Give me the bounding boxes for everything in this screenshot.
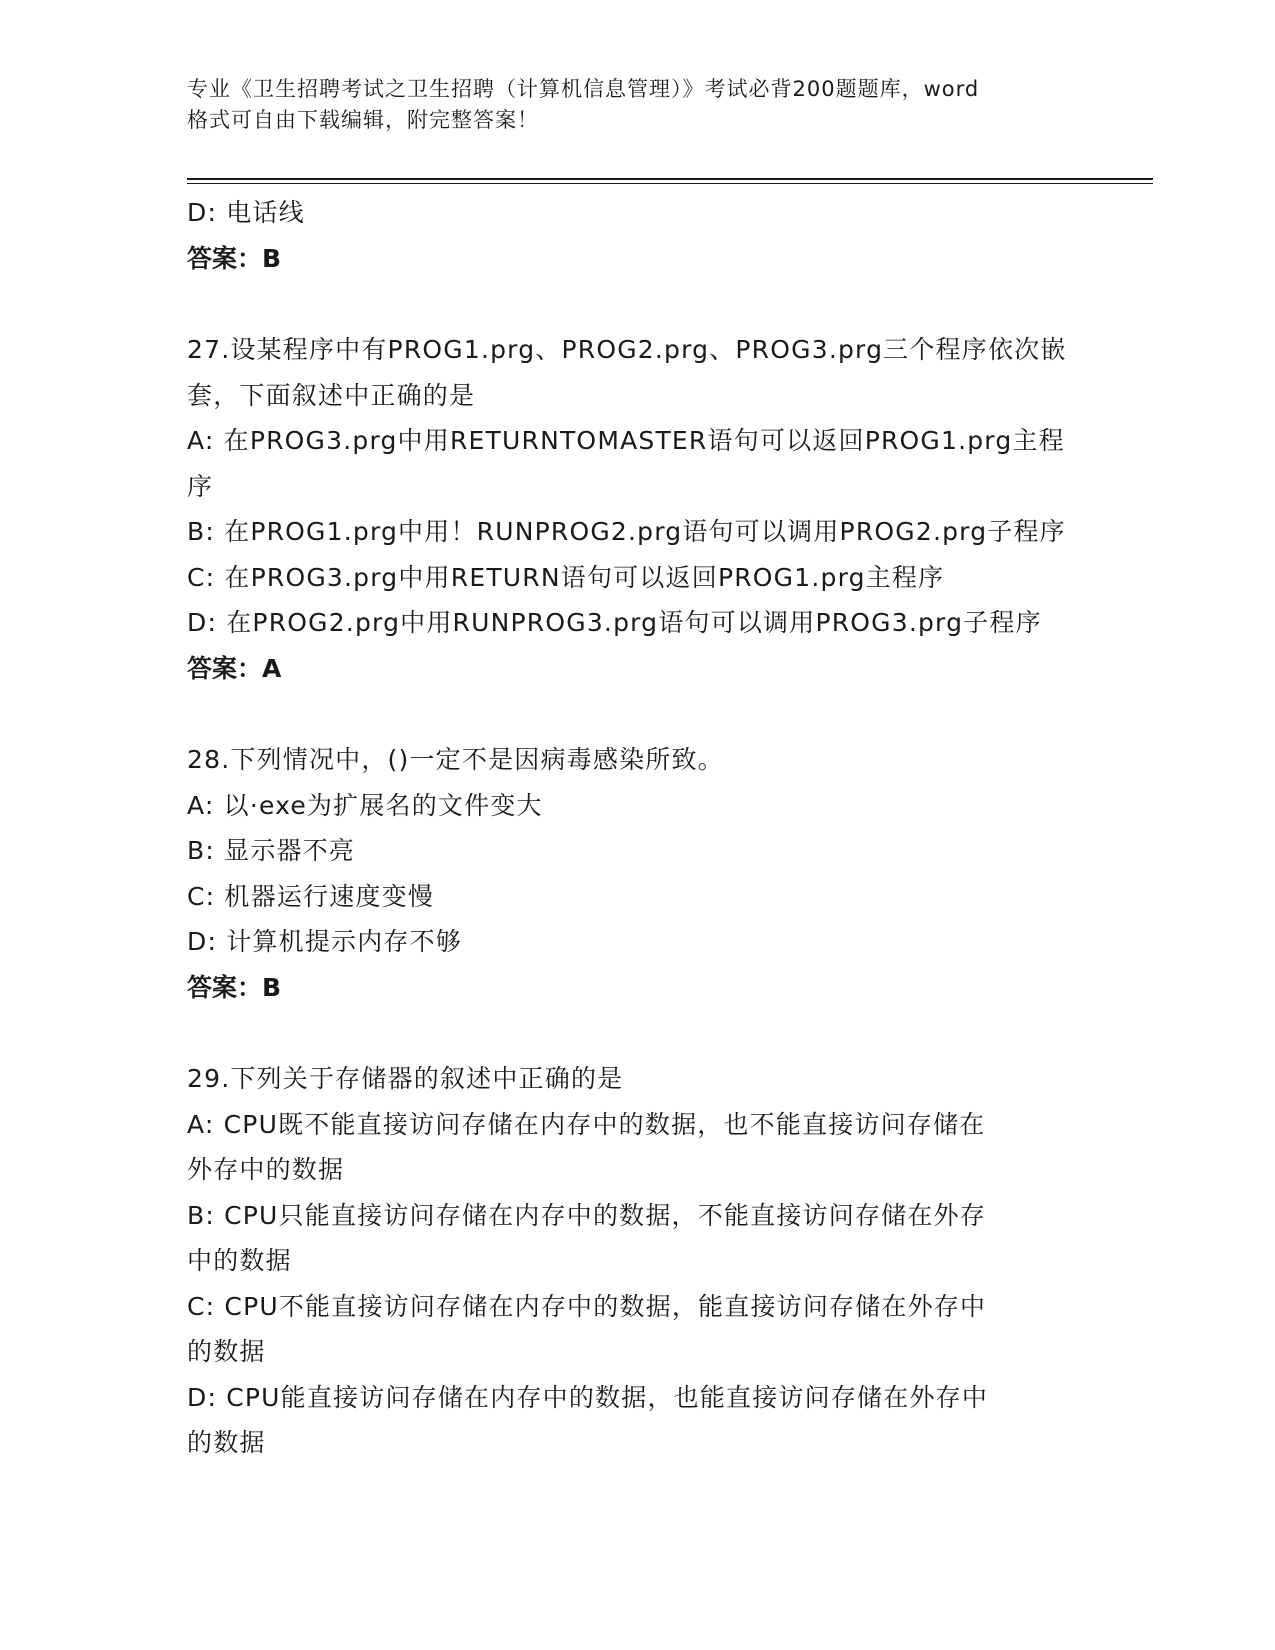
option-c: C: 在PROG3.prg中用RETURN语句可以返回PROG1.prg主程序 — [187, 562, 945, 592]
option-b: B: 在PROG1.prg中用！RUNPROG2.prg语句可以调用PROG2.prg子程序 — [187, 517, 1066, 546]
question-stem-cont: 套，下面叙述中正确的是 — [187, 380, 476, 410]
answer: 答案：B — [187, 243, 282, 273]
spacer — [187, 281, 1087, 327]
option-a: A: CPU既不能直接访问存储在内存中的数据，也不能直接访问存储在 — [187, 1109, 986, 1139]
option-b: B: 显示器不亮 — [187, 836, 356, 865]
option-a: A: 在PROG3.prg中用RETURNTOMASTER语句可以返回PROG1.prg主程 — [187, 426, 1065, 455]
option-c-cont: 的数据 — [187, 1337, 266, 1366]
answer: 答案：B — [187, 972, 282, 1002]
option-d: D: 电话线 — [187, 198, 305, 227]
option-d: D: 在PROG2.prg中用RUNPROG3.prg语句可以调用PROG3.prg子程序 — [187, 608, 1042, 637]
document-header — [187, 74, 1087, 136]
option-c: C: CPU不能直接访问存储在内存中的数据，能直接访问存储在外存中 — [187, 1291, 987, 1321]
option-d: D: CPU能直接访问存储在内存中的数据，也能直接访问存储在外存中 — [187, 1382, 989, 1412]
header-divider-thick — [187, 178, 1153, 180]
option-a-cont: 外存中的数据 — [187, 1155, 345, 1184]
option-b-cont: 中的数据 — [187, 1246, 292, 1275]
option-c: C: 机器运行速度变慢 — [187, 881, 435, 911]
option-d-cont: 的数据 — [187, 1428, 266, 1457]
question-stem: 27.设某程序中有PROG1.prg、PROG2.prg、PROG3.prg三个程序依次嵌 — [187, 335, 1067, 364]
question-28 — [187, 737, 1087, 1010]
option-a: A: 以·exe为扩展名的文件变大 — [187, 790, 543, 820]
spacer — [187, 691, 1087, 737]
question-26-tail — [187, 190, 1087, 281]
option-d: D: 计算机提示内存不够 — [187, 927, 463, 956]
spacer — [187, 1010, 1087, 1056]
header-line-1: 专业《卫生招聘考试之卫生招聘（计算机信息管理）》考试必背200题题库，word — [187, 77, 980, 101]
option-a-cont: 序 — [187, 471, 214, 501]
option-b: B: CPU只能直接访问存储在内存中的数据，不能直接访问存储在外存 — [187, 1200, 986, 1230]
header-divider-thin — [187, 183, 1153, 184]
question-stem: 29.下列关于存储器的叙述中正确的是 — [187, 1064, 624, 1093]
question-stem: 28.下列情况中，()一定不是因病毒感染所致。 — [187, 745, 724, 774]
question-29 — [187, 1056, 1087, 1466]
header-line-2: 格式可自由下载编辑，附完整答案！ — [187, 108, 539, 132]
question-27 — [187, 327, 1087, 691]
document-body — [187, 190, 1087, 1466]
answer: 答案：A — [187, 653, 282, 683]
